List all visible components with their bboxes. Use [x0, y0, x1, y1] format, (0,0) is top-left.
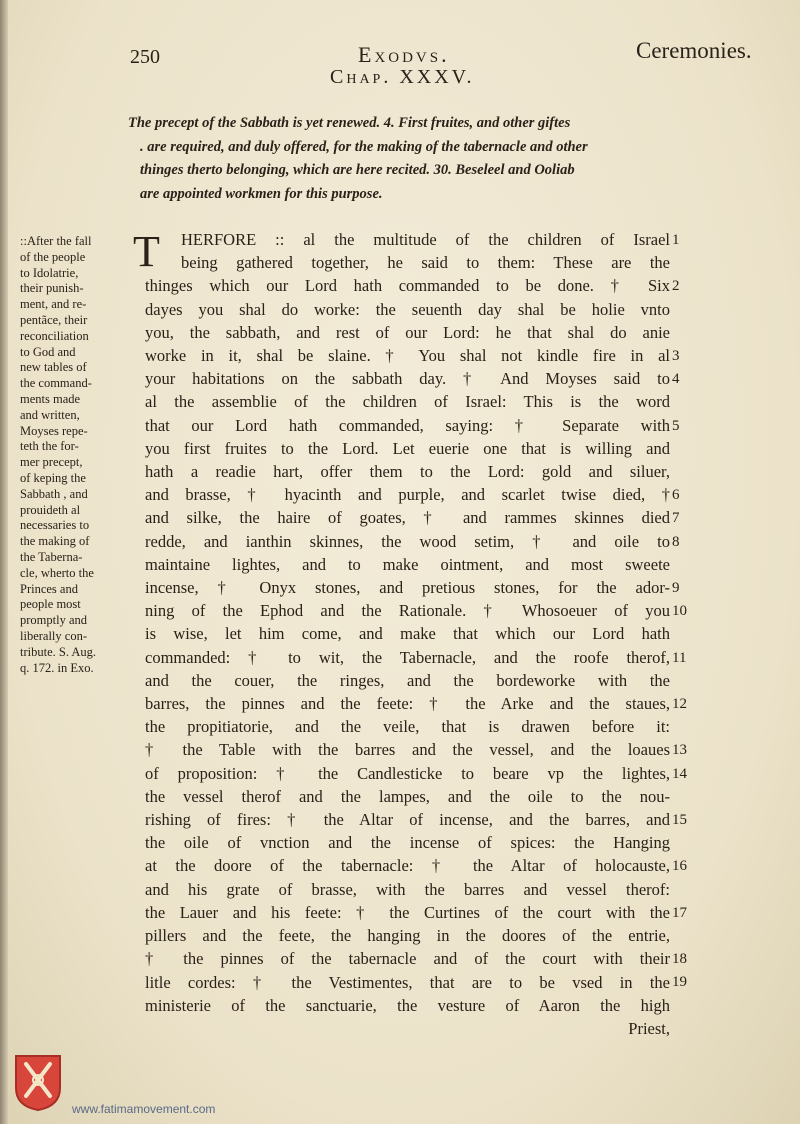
marginal-note-line: ments made	[20, 391, 81, 406]
verse-number: 15	[672, 812, 687, 828]
text-line: your habitations on the sabbath day. † And Moyses said to	[145, 369, 670, 389]
text-line: and the couer, the ringes, and the bordeworke with the	[145, 670, 670, 690]
marginal-note-line: promptly and	[20, 613, 88, 628]
marginal-note-line: of the people	[20, 249, 86, 264]
text-line: † the pinnes of the tabernacle and of the court with their	[145, 949, 670, 969]
marginal-note-line: of keping the	[20, 470, 86, 485]
marginal-note-line: the Taberna-	[20, 549, 83, 564]
text-line: being gathered together, he said to them: These are the	[181, 253, 670, 273]
text-line: and silke, the haire of goates, † and rammes skinnes died	[145, 508, 670, 528]
verse-number: 10	[672, 603, 687, 620]
text-line: at the doore of the tabernacle: † the Altar of holocauste,	[145, 856, 670, 876]
marginal-note-line: teth the for-	[20, 439, 79, 454]
marginal-note-line: cle, wherto the	[20, 565, 94, 580]
footer-url: www.fatimamovement.com	[72, 1102, 216, 1116]
text-line: the propitiatorie, and the veile, that is drawen before it:	[145, 717, 670, 737]
chapter-summary	[128, 112, 718, 206]
verse-number: 8	[672, 533, 680, 550]
marginal-note-line: the making of	[20, 534, 90, 549]
marginal-note-line: necessaries to	[20, 518, 90, 533]
verse-number: 19	[672, 974, 687, 991]
marginal-note-line: their punish-	[20, 281, 84, 296]
verse-number: 11	[672, 649, 687, 666]
verse-number: 5	[672, 417, 680, 434]
marginal-note-line: mer precept,	[20, 455, 83, 470]
verse-number: 4	[672, 371, 680, 388]
marginal-note-line: and written,	[20, 407, 80, 422]
verse-number: 2	[672, 278, 680, 295]
verse-number: 1	[672, 232, 680, 248]
text-line: al the assemblie of the children of Israel: This is the word	[145, 392, 670, 412]
marginal-note-line: new tables of	[20, 360, 87, 375]
summary-line: are appointed workmen for this purpose.	[140, 185, 383, 202]
verse-number: 13	[672, 742, 687, 759]
verse-number: 6	[672, 487, 680, 504]
verse-number: 17	[672, 904, 687, 921]
marginal-note-line: to Idolatrie,	[20, 265, 79, 280]
chapter-heading: Chap. XXXV.	[330, 66, 475, 88]
text-line: is wise, let him come, and make that which our Lord hath	[145, 624, 670, 644]
marginal-note-line: pentãce, their	[20, 312, 88, 327]
verse-number: 7	[672, 510, 680, 527]
verse-number: 12	[672, 696, 687, 712]
text-line: of proposition: † the Candlesticke to beare vp the lightes,	[145, 763, 670, 783]
text-line: hath a readie hart, offer them to the Lord: gold and siluer,	[145, 462, 670, 482]
verse-number: 3	[672, 348, 680, 364]
marginal-note-line: the command-	[20, 376, 92, 391]
text-line: worke in it, shal be slaine. † You shal not kindle fire in al	[145, 346, 670, 366]
text-line: incense, † Onyx stones, and pretious stones, for the ador-	[145, 578, 670, 598]
text-line: that our Lord hath commanded, saying: † Separate with	[145, 415, 670, 435]
marginal-note-line: Princes and	[20, 581, 78, 596]
marginal-note	[20, 234, 144, 676]
text-line: ministerie of the sanctuarie, the vesture of Aaron the high	[145, 995, 670, 1015]
text-line: the oile of vnction and the incense of spices: the Hanging	[145, 833, 670, 853]
marginal-note-line: to God and	[20, 344, 76, 359]
running-head-section: Ceremonies.	[636, 38, 752, 63]
text-line: and his grate of brasse, with the barres and vessel therof:	[145, 879, 670, 899]
text-line: † the Table with the barres and the vessel, and the loaues	[145, 740, 670, 760]
text-line: ning of the Ephod and the Rationale. † Whosoeuer of you	[145, 601, 670, 621]
marginal-note-line: people most	[20, 597, 81, 612]
drop-cap: T	[133, 227, 160, 276]
marginal-note-line: tribute. S. Aug.	[20, 644, 97, 659]
marginal-note-line: Moyses repe-	[20, 423, 88, 438]
marginal-note-line: liberally con-	[20, 628, 87, 643]
text-line: and brasse, † hyacinth and purple, and scarlet twise died, †	[145, 485, 670, 505]
marginal-note-line: ment, and re-	[20, 297, 87, 312]
page-number: 250	[130, 46, 160, 68]
marginal-note-line: reconciliation	[20, 328, 89, 343]
marginal-note-line: prouideth al	[20, 502, 81, 517]
text-line: redde, and ianthin skinnes, the wood setim, † and oile to	[145, 531, 670, 551]
main-text	[145, 228, 670, 1040]
marginal-note-line: q. 172. in Exo.	[20, 660, 94, 675]
verse-number: 16	[672, 858, 687, 875]
summary-line: . are required, and duly offered, for the making of the tabernacle and other	[140, 138, 588, 155]
running-head-book: Exodvs.	[358, 42, 450, 67]
text-line: Priest,	[628, 1018, 670, 1038]
text-line: pillers and the feete, the hanging in the doores of the entrie,	[145, 926, 670, 946]
text-line: the vessel therof and the lampes, and the oile to the nou-	[145, 786, 670, 806]
marginal-note-line: ::After the fall	[20, 234, 92, 248]
text-line: HERFORE :: al the multitude of the children of Israel	[181, 230, 670, 249]
text-line: you, the sabbath, and rest of our Lord: he that shal do anie	[145, 322, 670, 342]
text-line: the Lauer and his feete: † the Curtines of the court with the	[145, 902, 670, 922]
text-line: dayes you shal do worke: the seuenth day shal be holie vnto	[145, 299, 670, 319]
verse-number: 14	[672, 765, 687, 782]
verse-number: 9	[672, 580, 680, 596]
papal-seal-icon	[12, 1052, 64, 1112]
text-line: maintaine lightes, and to make ointment, and most sweete	[145, 554, 670, 574]
text-line: litle cordes: † the Vestimentes, that are to be vsed in the	[145, 972, 670, 992]
text-line: barres, the pinnes and the feete: † the Arke and the staues,	[145, 694, 670, 714]
verse-number: 18	[672, 951, 687, 968]
summary-line: The precept of the Sabbath is yet renewed. 4. First fruites, and other giftes	[128, 115, 571, 131]
text-line: thinges which our Lord hath commanded to be done. † Six	[145, 276, 670, 296]
summary-line: thinges therto belonging, which are here recited. 30. Beseleel and Ooliab	[140, 162, 575, 178]
marginal-note-line: Sabbath , and	[20, 486, 88, 501]
text-line: you first fruites to the Lord. Let euerie one that is willing and	[145, 438, 670, 458]
text-line: rishing of fires: † the Altar of incense, and the barres, and	[145, 810, 670, 830]
text-line: commanded: † to wit, the Tabernacle, and the roofe therof,	[145, 647, 670, 667]
book-spine-shadow	[0, 0, 8, 1124]
